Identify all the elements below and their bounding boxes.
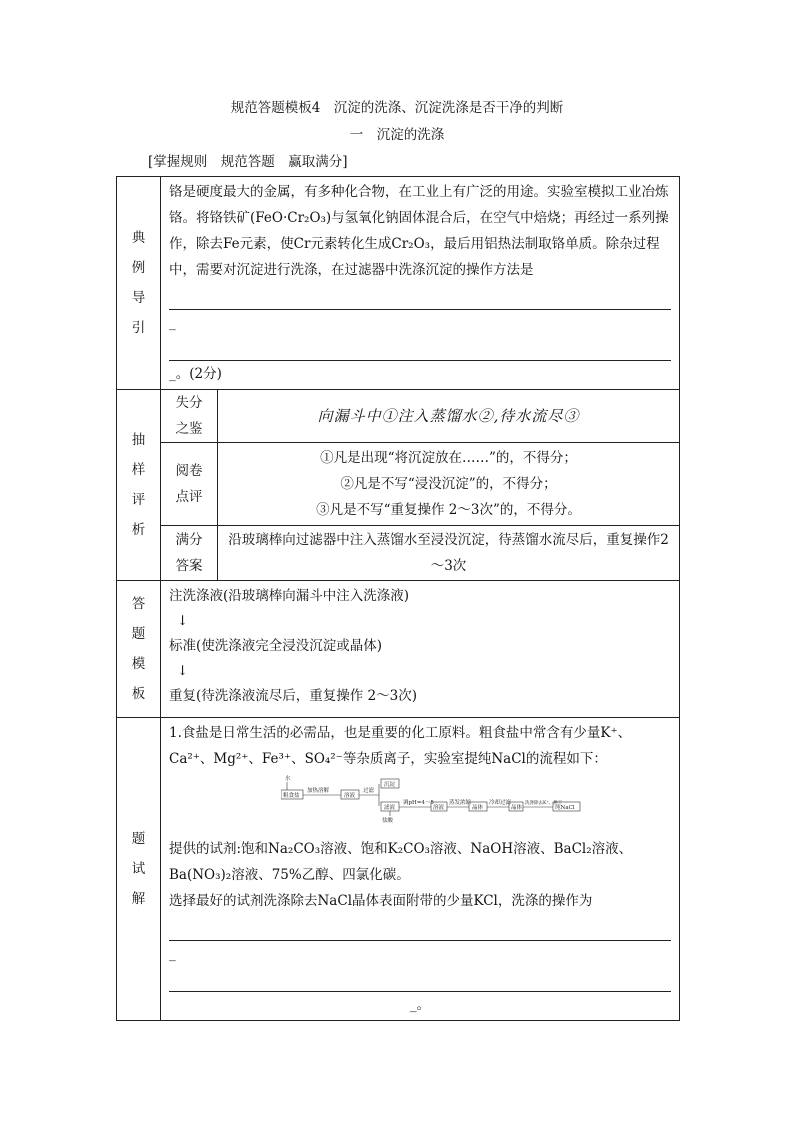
label-char: 板 — [131, 686, 146, 702]
row-sample-1 — [117, 390, 680, 443]
template-step: 标准(使洗涤液完全浸没沉淀或晶体) — [169, 638, 383, 654]
flow-step: 蒸发浓缩 — [449, 800, 472, 806]
flow-node: 滤液 — [384, 805, 396, 811]
label-char: 典 — [131, 230, 146, 246]
label-exercise — [117, 718, 161, 1021]
flow-node: 溶液 — [433, 805, 445, 811]
template-content — [161, 581, 680, 718]
flow-step: 冷却过滤 — [489, 800, 512, 806]
flow-step: 过滤 — [363, 788, 375, 794]
answer-blank-line — [169, 287, 671, 310]
label-typical — [117, 177, 161, 390]
exercise-content — [161, 718, 680, 1021]
label-char: 例 — [131, 260, 146, 276]
answer-blank-line — [169, 918, 671, 941]
down-arrow-icon: ↓ — [177, 663, 189, 679]
question-text: 1.食盐是日常生活的必需品，也是重要的化工原料。粗食盐中常含有少量K⁺、Ca²⁺、Mg²⁺、Fe³⁺、SO₄²⁻等杂质离子，实验室提纯NaCl的流程如下： — [169, 725, 632, 767]
comment-item: ①凡是出现“将沉淀放在……”的，不得分； — [320, 450, 577, 466]
label-char: 题 — [131, 626, 146, 642]
flow-node: 粗食盐 — [283, 793, 300, 799]
section-subtitle: 一 沉淀的洗涤 — [349, 127, 445, 143]
template-step: 重复(待洗涤液流尽后，重复操作 2～3次) — [169, 688, 418, 704]
label-char: 答 — [131, 596, 146, 612]
flow-water: 水 — [285, 776, 291, 782]
label-char: 模 — [131, 656, 146, 672]
label-char: 导 — [131, 290, 146, 306]
template-step: 注洗涤液(沿玻璃棒向漏斗中注入洗涤液) — [169, 588, 410, 604]
label-char: 题 — [131, 831, 146, 847]
main-table — [116, 176, 680, 1021]
flow-step: 洗涤除去K⁺、烘干 — [525, 801, 563, 806]
down-arrow-icon: ↓ — [177, 613, 189, 629]
label-char: 抽 — [131, 432, 146, 448]
full-answer: 沿玻璃棒向过滤器中注入蒸馏水至浸没沉淀，待蒸馏水流尽后，重复操作2～3次 — [218, 526, 680, 581]
label-char: 试 — [131, 861, 146, 877]
flow-acid: 盐酸 — [382, 818, 394, 824]
label-full-answer: 满分 答案 — [161, 526, 218, 581]
reagents-text: 提供的试剂:饱和Na₂CO₃溶液、饱和K₂CO₃溶液、NaOH溶液、BaCl₂溶液、Ba(NO₃)₂溶液、75%乙醇、四氯化碳。 — [169, 841, 633, 883]
flow-node: 沉淀 — [384, 782, 396, 788]
typical-text: 铬是硬度最大的金属，有多种化合物，在工业上有广泛的用途。实验室模拟工业冶炼铬。将铬铁矿(FeO·Cr₂O₃)与氢氧化钠固体混合后，在空气中焙烧；再经过一系列操作，除去Fe元素，使Cr元素转化生成Cr₂O₃，最后用铝热法制取铬单质。除杂过程中，需要对沉淀进行洗涤，在过滤器中洗涤沉淀的操作方法是 — [169, 184, 669, 278]
flow-step: 调pH=4～5 — [403, 800, 434, 806]
label-char: 引 — [131, 320, 146, 336]
rules-line: [掌握规则 规范答题 赢取满分] — [148, 154, 348, 170]
typical-content — [161, 177, 680, 390]
row-template — [117, 581, 680, 718]
process-flow-diagram — [281, 774, 671, 832]
label-char: 析 — [131, 522, 146, 538]
row-sample-3 — [117, 526, 680, 581]
flow-step: 加热溶解 — [307, 788, 330, 794]
flow-node: 晶体 — [472, 805, 484, 811]
label-review: 阅卷 点评 — [161, 443, 218, 526]
comment-item: ②凡是不写“浸没沉淀”的，不得分； — [340, 476, 557, 492]
comment-item: ③凡是不写“重复操作 2～3次”的，不得分。 — [316, 502, 581, 518]
page-title: 规范答题模板4 沉淀的洗涤、沉淀洗涤是否干净的判断 — [230, 100, 564, 116]
review-comments — [218, 443, 680, 526]
blank-end-2: _。 — [409, 997, 431, 1013]
answer-blank-line — [169, 338, 671, 361]
label-sample — [117, 390, 161, 581]
blank-end-1: _ — [169, 315, 176, 331]
question-wash: 选择最好的试剂洗涤除去NaCl晶体表面附带的少量KCl，洗涤的操作为 — [169, 893, 593, 909]
flow-node: 晶体 — [511, 805, 523, 811]
blank-end-2: _。(2分) — [169, 366, 222, 382]
handwritten-answer: 向漏斗中①注入蒸馏水②,待水流尽③ — [218, 390, 680, 443]
blank-end-1: _ — [169, 946, 176, 962]
row-typical — [117, 177, 680, 390]
flow-node: 溶液 — [344, 793, 356, 799]
label-char: 评 — [131, 492, 146, 508]
label-char: 样 — [131, 462, 146, 478]
row-sample-2 — [117, 443, 680, 526]
answer-blank-line — [169, 969, 671, 992]
label-lost-points: 失分 之鉴 — [161, 390, 218, 443]
flow-node: 纯NaCl — [555, 805, 575, 811]
label-template — [117, 581, 161, 718]
row-exercise — [117, 718, 680, 1021]
label-char: 解 — [131, 891, 146, 907]
